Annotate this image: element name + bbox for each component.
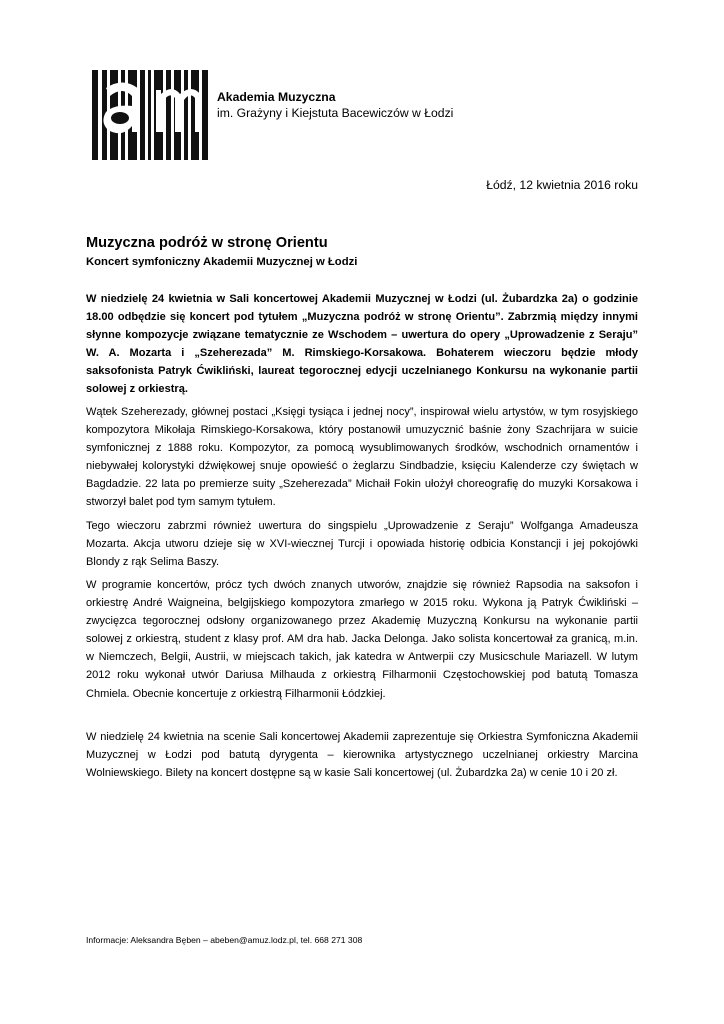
lead-paragraph: W niedzielę 24 kwietnia w Sali koncertowej Akademii Muzycznej w Łodzi (ul. Żubardzka 2a) o godzinie 18.00 odbędzie się koncert pod tytułem „Muzyczna podróż w stronę Orientu”. Zabrzmią między innymi słynne kompozycje związane tematycznie ze Wschodem – uwertura do opery „Uprowadzenie z Seraju” W. A. Mozarta i „Szeherezada” M. Rimskiego-Korsakowa. Bohaterem wieczoru będzie młody saksofonista Patryk Ćwikliński, laureat tegorocznej edycji uczelnianego Konkursu na wykonanie partii solowej z orkiestrą. <box>86 293 638 396</box>
body-paragraph: W niedzielę 24 kwietnia na scenie Sali koncertowej Akademii zaprezentuje się Orkiestra Symfoniczna Akademii Muzycznej w Łodzi pod batutą dyrygenta – kierownika artystycznego uczelnianej orkiestry Marcina Wolniewskiego. Bilety na koncert dostępne są w kasie Sali koncertowej (ul. Żubardzka 2a) w cenie 10 i 20 zł. <box>86 731 638 780</box>
document-subtitle: Koncert symfoniczny Akademii Muzycznej w Łodzi <box>86 256 358 268</box>
institution-name: Akademia Muzyczna <box>217 90 336 104</box>
body-paragraph: Tego wieczoru zabrzmi również uwertura do singspielu „Uprowadzenie z Seraju” Wolfganga Amadeusza Mozarta. Akcja utworu dzieje się w XVI-wiecznej Turcji i opowiada historię odbicia Konstancji i jej pokojówki Blondy z rąk Selima Baszy. <box>86 520 638 569</box>
body-paragraph: Wątek Szeherezady, głównej postaci „Księgi tysiąca i jednej nocy”, inspirował wielu artystów, w tym rosyjskiego kompozytora Mikołaja Rimskiego-Korsakowa, który postanowił umuzycznić baśnie żony Szachrijara w suicie symfonicznej z 1888 roku. Kompozytor, za pomocą wysublimowanych środków, wschodnich ornamentów i niebywałej kolorystyki dźwiękowej snuje opowieść o żeglarzu Sindbadzie, księciu Kalenderze czy świętach w Bagdadzie. 22 lata po premierze suity „Szeherezada” Michaił Fokin ułożył choreografię do muzyki Korsakowa i stworzył balet pod tym samym tytułem. <box>86 406 638 509</box>
contact-footer: Informacje: Aleksandra Bęben – abeben@amuz.lodz.pl, tel. 668 271 308 <box>86 935 363 945</box>
institution-subname: im. Grażyny i Kiejstuta Bacewiczów w Łodzi <box>217 106 454 120</box>
institution-block <box>217 89 453 121</box>
body-paragraph: W programie koncertów, prócz tych dwóch znanych utworów, znajdzie się również Rapsodia na saksofon i orkiestrę André Waigneina, belgijskiego kompozytora zmarłego w 2015 roku. Wykona ją Patryk Ćwikliński – zwycięzca tegorocznej odsłony organizowanego przez Akademię Muzyczną Konkursu na wykonanie partii solowej z orkiestrą, student z klasy prof. AM dra hab. Jacka Delonga. Jako solista koncertował za granicą, m.in. w Niemczech, Belgii, Austrii, w miejscach takich, jak katedra w Antwerpii czy Musicschule Mariazell. W lutym 2012 roku wykonał utwór Dariusa Milhauda z orkiestrą Filharmonii Częstochowskiej pod batutą Tomasza Chmiela. Obecnie koncertuje z orkiestrą Filharmonii Łódzkiej. <box>86 579 638 700</box>
document-title: Muzyczna podróż w stronę Orientu <box>86 235 328 251</box>
academy-logo-icon <box>92 70 208 160</box>
date-line: Łódź, 12 kwietnia 2016 roku <box>486 178 638 192</box>
